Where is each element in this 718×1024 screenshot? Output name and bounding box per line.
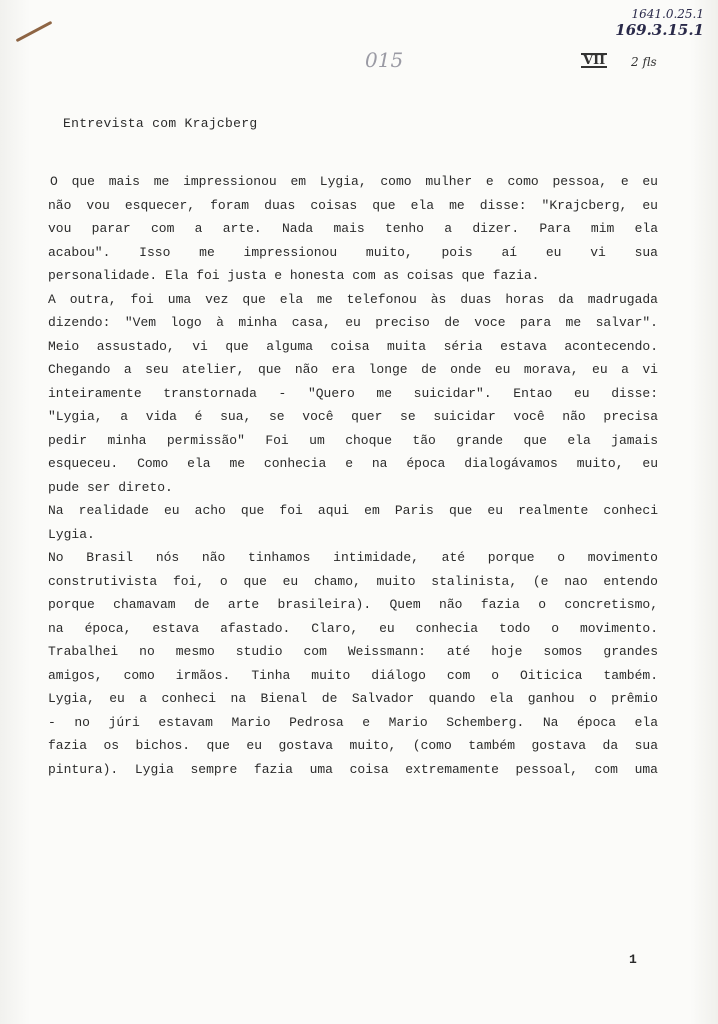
text-line: Lygia. <box>48 526 95 542</box>
text-line: Na realidade eu acho que foi aqui em Paris que eu realmente conheci <box>48 503 658 518</box>
body-text <box>48 170 658 781</box>
text-line: Chegando a seu atelier, que não era longe de onde eu morava, eu a vi <box>48 362 658 377</box>
text-line: vou parar com a arte. Nada mais tenho a dizer. Para mim ela <box>48 221 658 236</box>
archive-reference <box>615 6 704 38</box>
document-title: Entrevista com Krajcberg <box>63 116 258 131</box>
text-line: esqueceu. Como ela me conhecia e na época dialogávamos muito, eu <box>48 456 658 471</box>
page-count-note: 2 fls <box>631 55 657 69</box>
text-line: A outra, foi uma vez que ela me telefonou às duas horas da madrugada <box>48 291 658 307</box>
text-line: No Brasil nós não tinhamos intimidade, até porque o movimento <box>48 550 658 565</box>
text-line: na época, estava afastado. Claro, eu conhecia todo o movimento. <box>48 620 658 636</box>
text-line: amigos, como irmãos. Tinha muito diálogo com o Oiticica também. <box>48 667 658 683</box>
text-line: Trabalhei no mesmo studio com Weissmann: até hoje somos grandes <box>48 644 658 659</box>
text-line: Lygia, eu a conheci na Bienal de Salvador quando ela ganhou o prêmio <box>48 691 658 706</box>
archive-reference-line-1: 1641.0.25.1 <box>631 7 704 21</box>
text-line: dizendo: "Vem logo à minha casa, eu preciso de voce para me salvar". <box>48 315 658 330</box>
handwritten-folio-mark: 015 <box>365 48 404 72</box>
page-number: 1 <box>629 952 637 967</box>
text-line: fazia os bichos. que eu gostava muito, (como também gostava da sua <box>48 738 658 753</box>
text-line: inteiramente transtornada - "Quero me suicidar". Entao eu disse: <box>48 385 658 401</box>
text-line: pintura). Lygia sempre fazia uma coisa extremamente pessoal, com uma <box>48 761 658 777</box>
text-line: não vou esquecer, foram duas coisas que ela me disse: "Krajcberg, eu <box>48 197 658 213</box>
text-line: acabou". Isso me impressionou muito, pois aí eu vi sua <box>48 244 658 260</box>
text-line: "Lygia, a vida é sua, se você quer se suicidar você não precisa <box>48 409 658 424</box>
text-line: Meio assustado, vi que alguma coisa muita séria estava acontecendo. <box>48 338 658 354</box>
pen-stroke-mark <box>16 21 53 42</box>
text-line: construtivista foi, o que eu chamo, muito stalinista, (e nao entendo <box>48 573 658 589</box>
text-line: pedir minha permissão" Foi um choque tão grande que ela jamais <box>48 432 658 448</box>
text-line: - no júri estavam Mario Pedrosa e Mario Schemberg. Na época ela <box>48 714 658 730</box>
text-line: O que mais me impressionou em Lygia, como mulher e como pessoa, e eu <box>50 174 658 189</box>
text-line: porque chamavam de arte brasileira). Quem não fazia o concretismo, <box>48 597 658 612</box>
text-line: personalidade. Ela foi justa e honesta com as coisas que fazia. <box>48 268 540 283</box>
section-number: VII <box>583 53 606 68</box>
archive-reference-line-2: 169.3.15.1 <box>615 21 704 39</box>
text-line: pude ser direto. <box>48 479 173 495</box>
